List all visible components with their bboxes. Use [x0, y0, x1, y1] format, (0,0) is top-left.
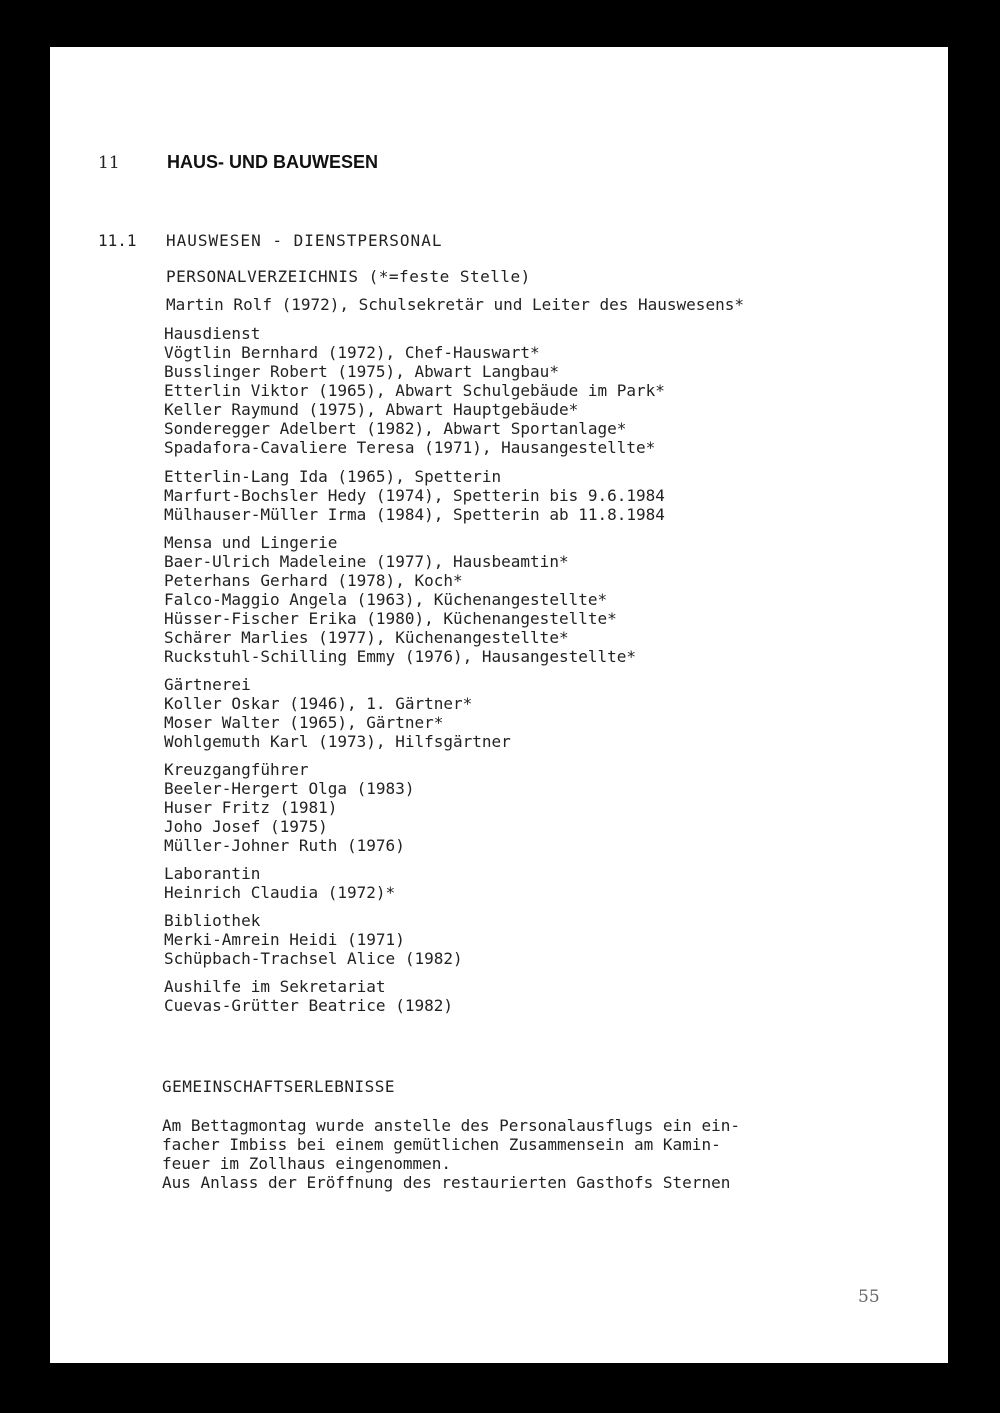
list-item: Vögtlin Bernhard (1972), Chef-Hauswart* — [164, 343, 540, 362]
group-heading: Bibliothek — [164, 911, 261, 930]
list-item: Ruckstuhl-Schilling Emmy (1976), Hausangestellte* — [164, 647, 637, 666]
list-item: Wohlgemuth Karl (1973), Hilfsgärtner — [164, 732, 511, 751]
list-item: Schärer Marlies (1977), Küchenangestellte* — [164, 628, 569, 647]
list-item: Müller-Johner Ruth (1976) — [164, 836, 405, 855]
list-item: Heinrich Claudia (1972)* — [164, 883, 396, 902]
list-item: Marfurt-Bochsler Hedy (1974), Spetterin bis 9.6.1984 — [164, 486, 665, 505]
lead-entry: Martin Rolf (1972), Schulsekretär und Leiter des Hauswesens* — [166, 295, 744, 314]
list-item: Sonderegger Adelbert (1982), Abwart Sportanlage* — [164, 419, 627, 438]
list-item: Busslinger Robert (1975), Abwart Langbau* — [164, 362, 559, 381]
list-item: Spadafora-Cavaliere Teresa (1971), Hausangestellte* — [164, 438, 656, 457]
group-mensa — [164, 533, 636, 666]
group-gaertnerei — [164, 675, 511, 751]
group-heading: Etterlin-Lang Ida (1965), Spetterin — [164, 467, 502, 486]
list-item: Koller Oskar (1946), 1. Gärtner* — [164, 694, 473, 713]
section-title: HAUSWESEN - DIENSTPERSONAL — [166, 231, 443, 250]
group-heading: Kreuzgangführer — [164, 760, 309, 779]
document-page — [50, 47, 948, 1363]
list-item: Hüsser-Fischer Erika (1980), Küchenangestellte* — [164, 609, 617, 628]
chapter-title: HAUS- UND BAUWESEN — [167, 152, 378, 172]
group-aushilfe — [164, 977, 453, 1015]
chapter-number: 11 — [98, 153, 120, 173]
group-heading: Mensa und Lingerie — [164, 533, 338, 552]
list-item: Beeler-Hergert Olga (1983) — [164, 779, 415, 798]
paragraph-line: Aus Anlass der Eröffnung des restaurierten Gasthofs Sternen — [162, 1173, 731, 1192]
personnel-list-title: PERSONALVERZEICHNIS (*=feste Stelle) — [166, 267, 531, 286]
group-spetterin — [164, 467, 665, 524]
list-item: Moser Walter (1965), Gärtner* — [164, 713, 444, 732]
list-item: Baer-Ulrich Madeleine (1977), Hausbeamtin* — [164, 552, 569, 571]
paragraph-line: facher Imbiss bei einem gemütlichen Zusammensein am Kamin- — [162, 1135, 721, 1154]
group-heading: Aushilfe im Sekretariat — [164, 977, 386, 996]
group-bibliothek — [164, 911, 463, 968]
page-number: 55 — [858, 1287, 880, 1307]
list-item: Falco-Maggio Angela (1963), Küchenangestellte* — [164, 590, 608, 609]
list-item: Cuevas-Grütter Beatrice (1982) — [164, 996, 453, 1015]
list-item: Peterhans Gerhard (1978), Koch* — [164, 571, 463, 590]
list-item: Huser Fritz (1981) — [164, 798, 338, 817]
paragraph-line: Am Bettagmontag wurde anstelle des Personalausflugs ein ein- — [162, 1116, 740, 1135]
community-title: GEMEINSCHAFTSERLEBNISSE — [162, 1077, 396, 1096]
group-laborantin — [164, 864, 395, 902]
list-item: Keller Raymund (1975), Abwart Hauptgebäude* — [164, 400, 579, 419]
section-number: 11.1 — [98, 231, 137, 250]
list-item: Mülhauser-Müller Irma (1984), Spetterin ab 11.8.1984 — [164, 505, 665, 524]
list-item: Merki-Amrein Heidi (1971) — [164, 930, 405, 949]
community-paragraph — [162, 1116, 740, 1192]
group-hausdienst — [164, 324, 665, 457]
group-heading: Hausdienst — [164, 324, 261, 343]
list-item: Joho Josef (1975) — [164, 817, 328, 836]
paragraph-line: feuer im Zollhaus eingenommen. — [162, 1154, 451, 1173]
group-heading: Gärtnerei — [164, 675, 251, 694]
list-item: Etterlin Viktor (1965), Abwart Schulgebäude im Park* — [164, 381, 665, 400]
group-kreuzgangfuehrer — [164, 760, 414, 855]
group-heading: Laborantin — [164, 864, 261, 883]
list-item: Schüpbach-Trachsel Alice (1982) — [164, 949, 463, 968]
